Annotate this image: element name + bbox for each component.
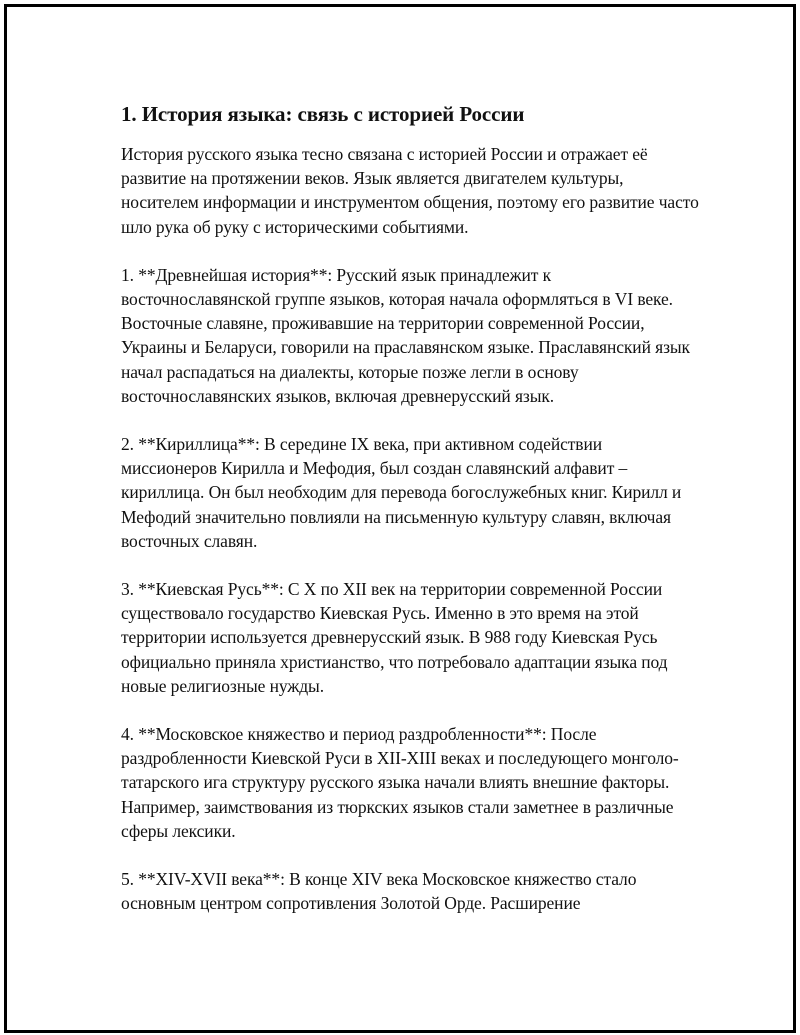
paragraph-kievan-rus: 3. **Киевская Русь**: С X по XII век на территории современной России существовало государство Киевская Русь. Именно в это время на этой территории используется древнерусский язык. В 988 году Киевская Русь официально приняла христианство, что потребовало адаптации языка под новые религиозные нужды. [121,579,668,696]
paragraph-14-17-centuries: 5. **XIV-XVII века**: В конце XIV века Московское княжество стало основным центром сопротивления Золотой Орде. Расширение [121,869,637,914]
paragraph-ancient-history: 1. **Древнейшая история**: Русский язык принадлежит к восточнославянской группе языков, которая начала оформляться в VI веке. Восточные славяне, проживавшие на территории современной России, Украины и Беларуси, говорили на праславянском языке. Праславянский язык начал распадаться на диалекты, которые позже легли в основу восточнославянских языков, включая древнерусский язык. [121,264,690,406]
document-title: 1. История языка: связь с историей России [121,102,525,126]
paragraph-cyrillic: 2. **Кириллица**: В середине IX века, при активном содействии миссионеров Кирилла и Мефодия, был создан славянский алфавит – кириллица. Он был необходим для перевода богослужебных книг. Кирилл и Мефодий значительно повлияли на письменную культуру славян, включая восточных славян. [121,434,682,551]
page-frame [4,4,796,1033]
paragraph-moscow-principality: 4. **Московское княжество и период раздробленности**: После раздробленности Киевской Руси в XII-XIII веках и последующего монголо-татарского ига структуру русского языка начали влиять внешние факторы. Например, заимствования из тюркских языков стали заметнее в различные сферы лексики. [121,724,679,841]
document-body [121,100,701,939]
paragraph-intro: История русского языка тесно связана с историей России и отражает её развитие на протяжении веков. Язык является двигателем культуры, носителем информации и инструментом общения, поэтому его развитие часто шло рука об руку с историческими событиями. [121,144,699,237]
